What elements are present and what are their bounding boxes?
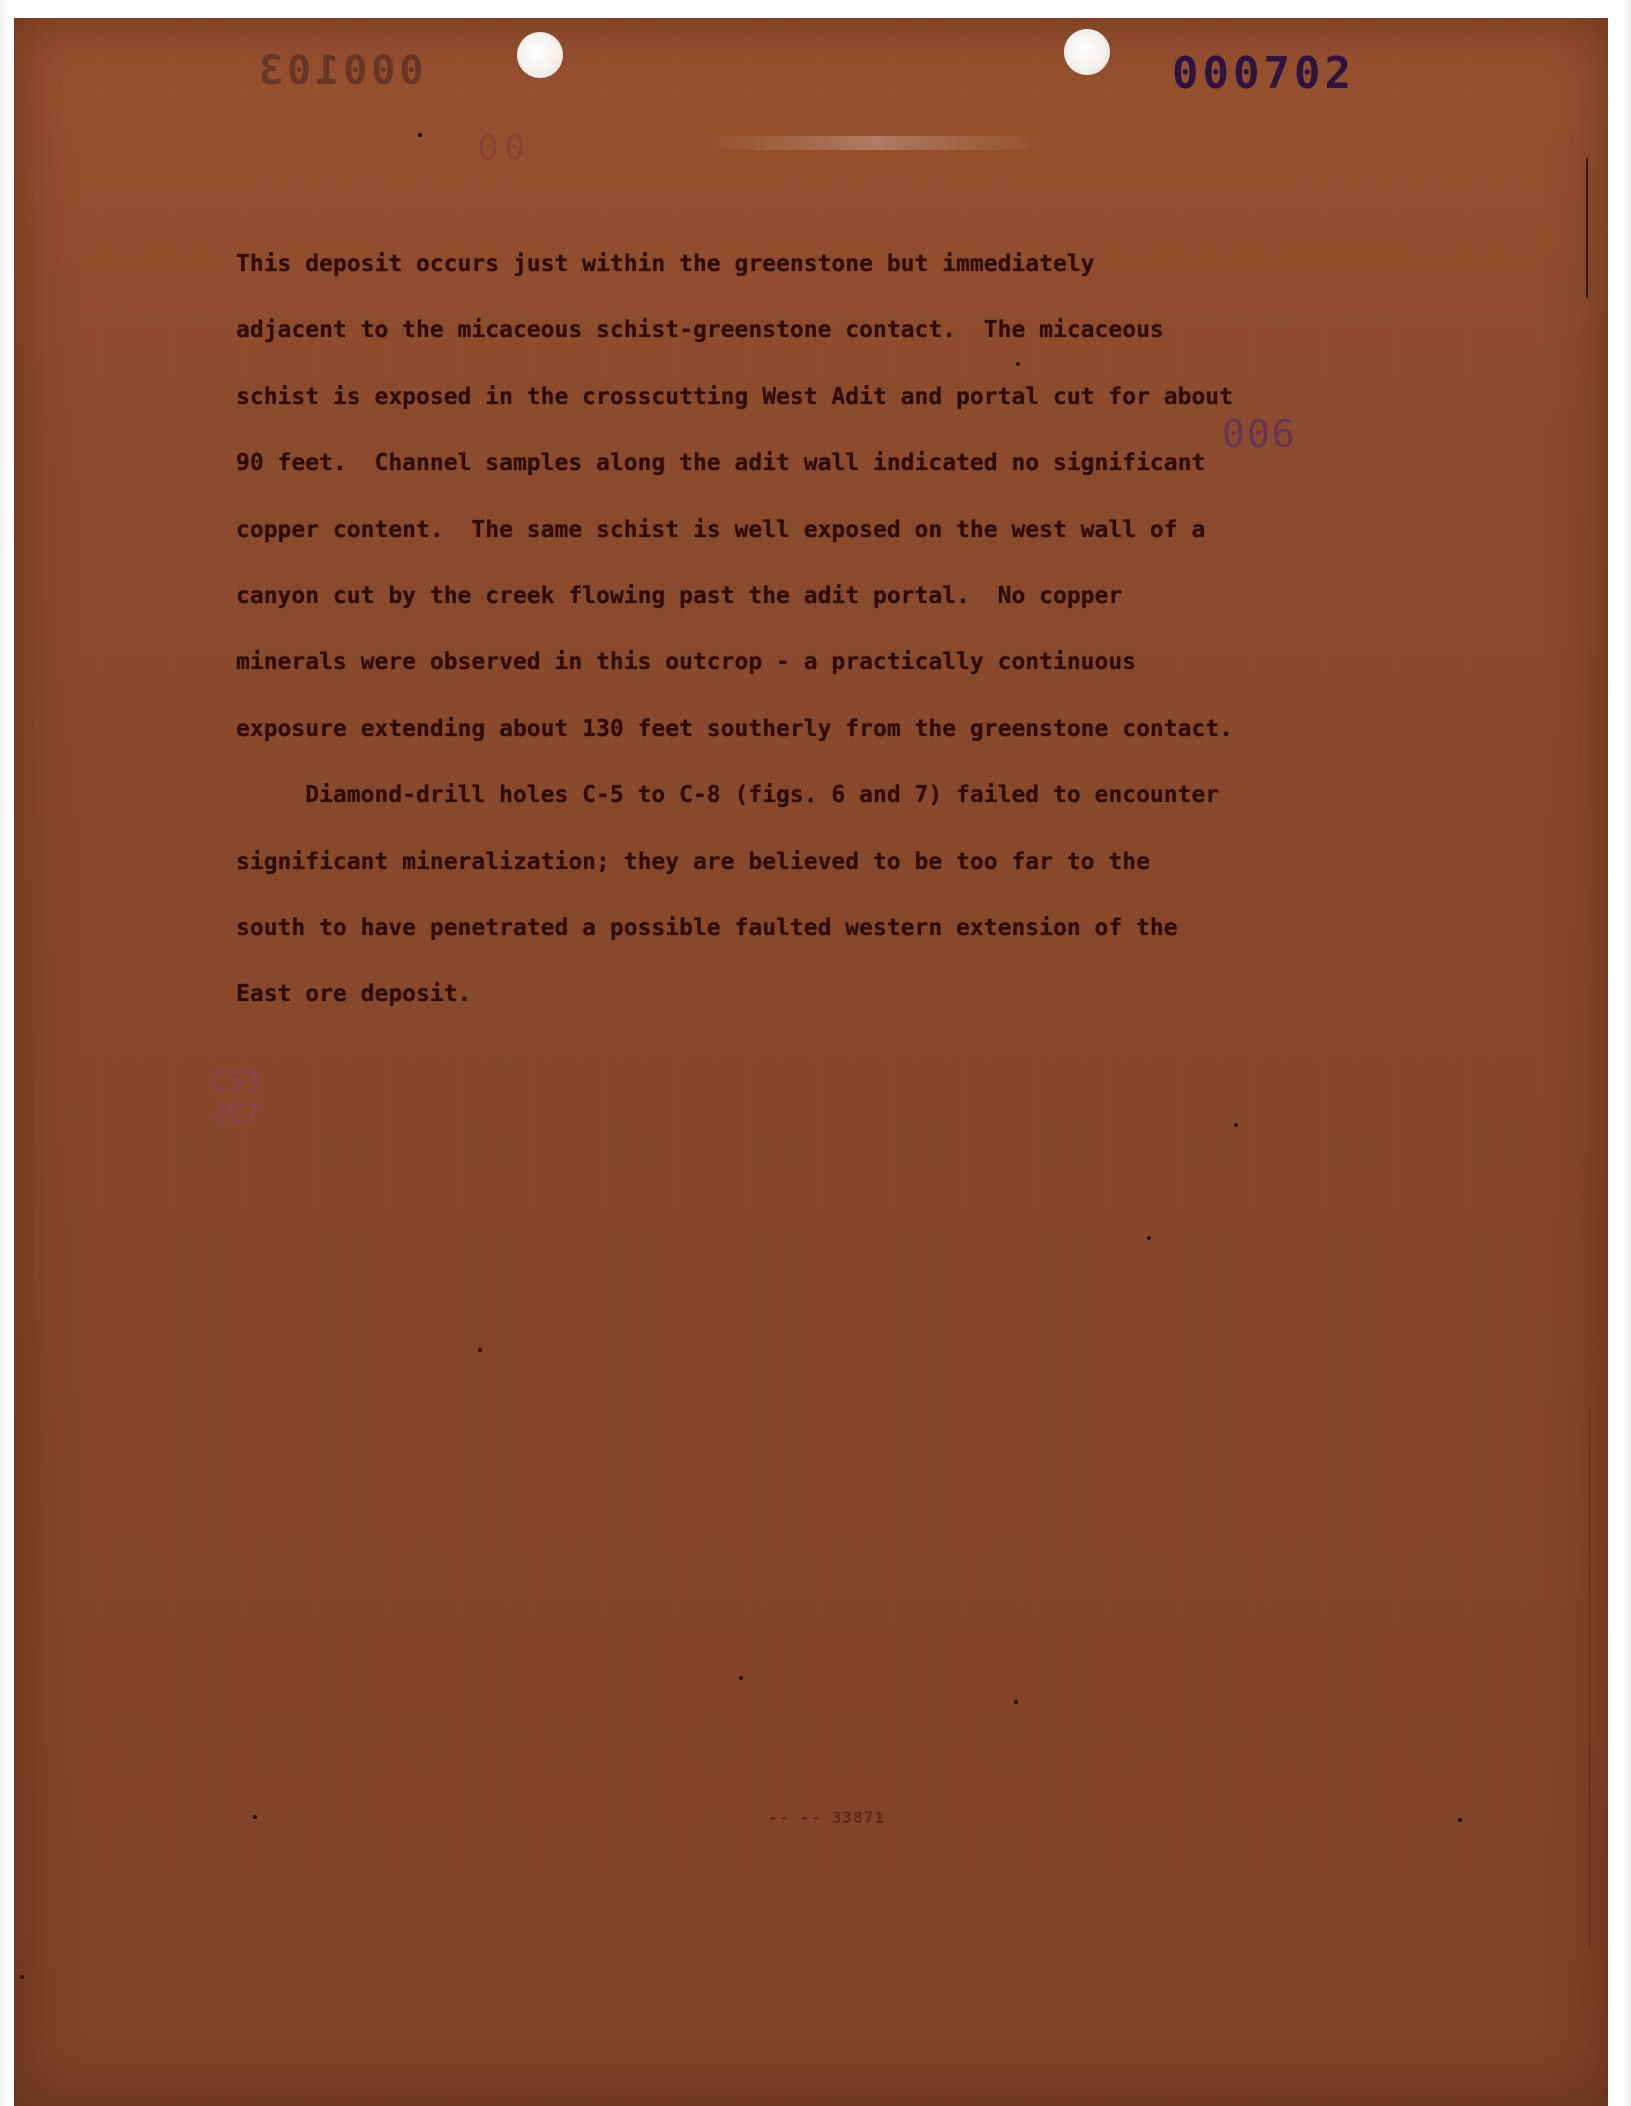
speck bbox=[739, 1676, 743, 1680]
speck bbox=[1014, 1700, 1018, 1704]
speck bbox=[418, 133, 422, 137]
text-line: schist is exposed in the crosscutting West Adit and portal cut for about bbox=[236, 383, 1233, 410]
faint-margin-stamp: C53 4E7 bbox=[210, 1065, 261, 1130]
text-line: Diamond-drill holes C-5 to C-8 (figs. 6 and 7) failed to encounter bbox=[236, 782, 1220, 809]
text-line: exposure extending about 130 feet southerly from the greenstone contact. bbox=[236, 715, 1233, 742]
text-line: south to have penetrated a possible faulted western extension of the bbox=[236, 914, 1178, 941]
page-number-stamp: 000702 bbox=[1172, 48, 1355, 99]
overlay-stamp: 006 bbox=[1222, 412, 1297, 456]
speck bbox=[20, 1975, 24, 1979]
page-number-stamp-mirrored: 000103 bbox=[255, 48, 424, 94]
text-line: minerals were observed in this outcrop - a practically continuous bbox=[236, 649, 1137, 676]
text-line: East ore deposit. bbox=[236, 981, 472, 1008]
ghost-mark: 00 bbox=[478, 128, 531, 168]
sheet-edge-mark bbox=[1586, 158, 1588, 298]
text-line: adjacent to the micaceous schist-greenstone contact. The micaceous bbox=[236, 317, 1164, 344]
speck bbox=[478, 1348, 482, 1352]
punch-hole-left bbox=[517, 32, 563, 78]
speck bbox=[253, 1815, 257, 1819]
text-line: copper content. The same schist is well exposed on the west wall of a bbox=[236, 516, 1206, 543]
speck bbox=[1458, 1818, 1462, 1822]
text-line: canyon cut by the creek flowing past the adit portal. No copper bbox=[236, 582, 1123, 609]
speck bbox=[1234, 1123, 1238, 1127]
body-text bbox=[236, 231, 1446, 1028]
punch-hole-right bbox=[1064, 29, 1110, 75]
speck bbox=[1016, 362, 1020, 366]
header-smudge bbox=[705, 136, 1045, 150]
speck bbox=[1147, 1236, 1151, 1240]
footer-mark: -- -- 33871 bbox=[768, 1808, 885, 1827]
text-line: This deposit occurs just within the greenstone but immediately bbox=[236, 251, 1095, 277]
text-line: significant mineralization; they are believed to be too far to the bbox=[236, 848, 1150, 875]
sheet-edge-line bbox=[1589, 1408, 1590, 1948]
text-line: 90 feet. Channel samples along the adit wall indicated no significant bbox=[236, 450, 1206, 477]
